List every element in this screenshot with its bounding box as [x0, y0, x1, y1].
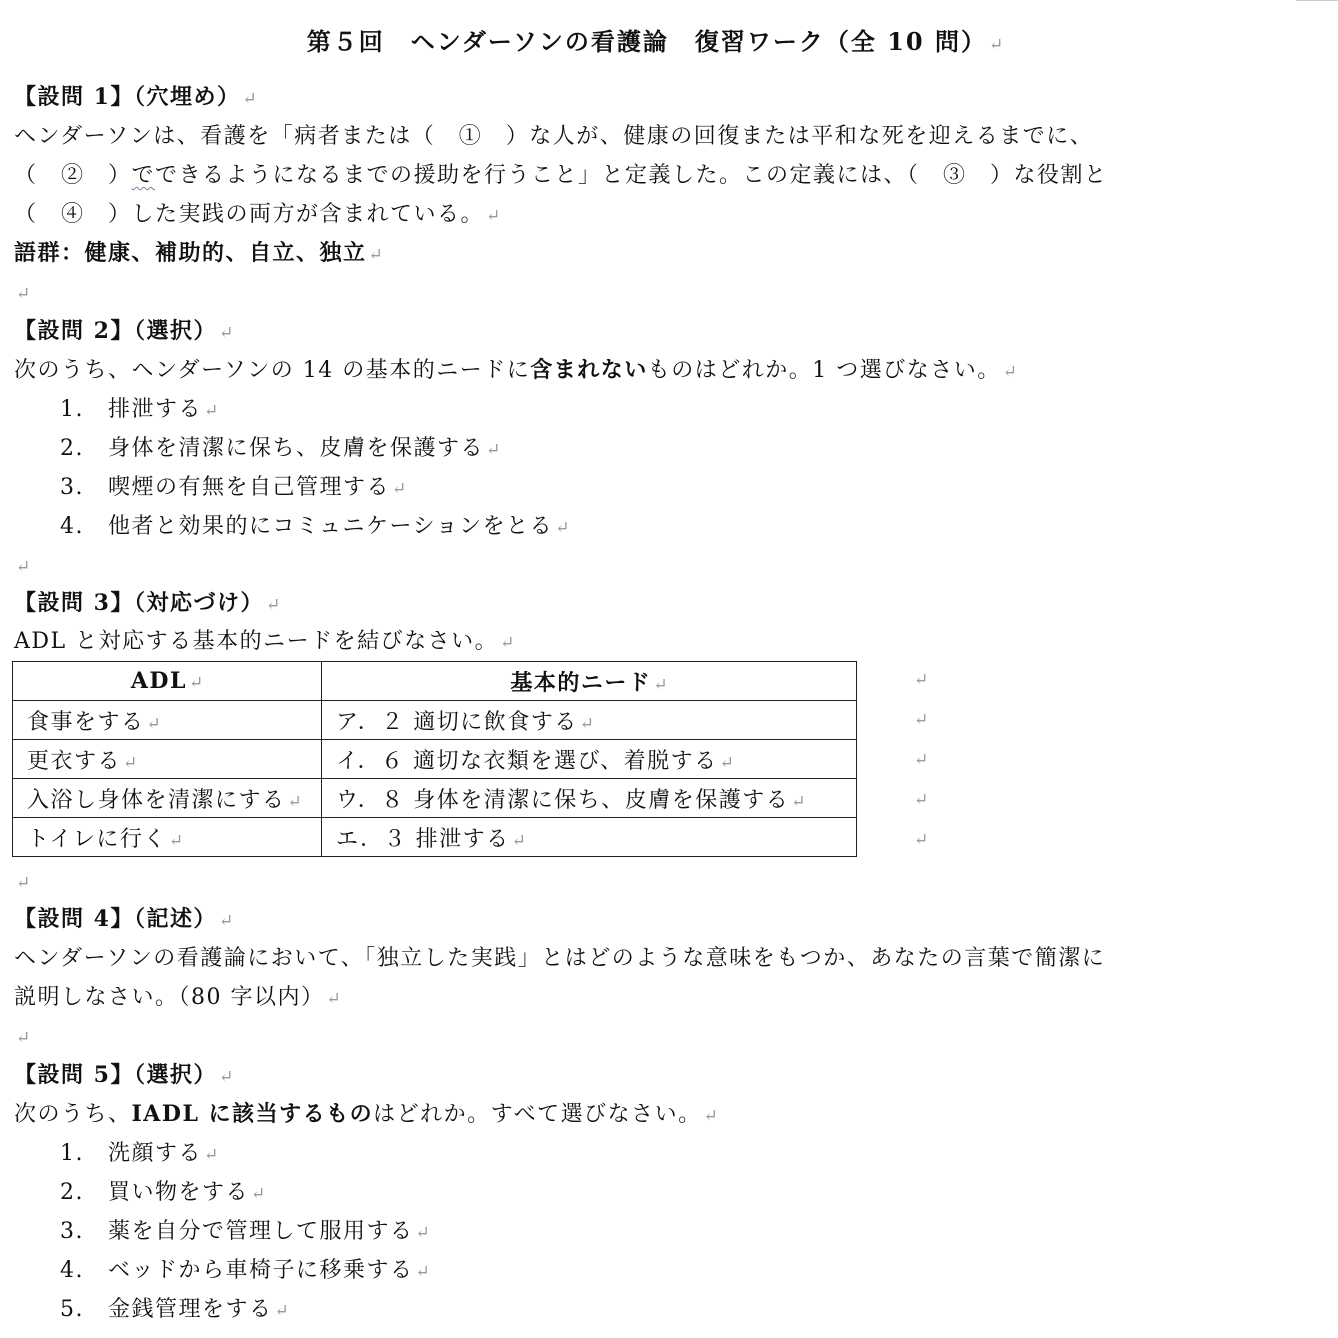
- q5-option: 2. 買い物をする ↵: [60, 1180, 266, 1205]
- q3-prompt: ADL と対応する基本的ニードを結びなさい。 ↵: [14, 629, 515, 654]
- wavy-underline-text: で: [131, 163, 156, 188]
- q5-option: 1. 洗顔する ↵: [60, 1141, 219, 1166]
- q5-heading: 【設問 5】（選択） ↵: [14, 1062, 234, 1088]
- empty-paragraph: ↵: [16, 284, 31, 304]
- row-end-mark: ↵: [914, 790, 929, 810]
- empty-paragraph: ↵: [16, 557, 31, 577]
- row-end-mark: ↵: [914, 750, 929, 770]
- q1-line-1: ヘンダーソンは、看護を「病者または（ ① ）な人が、健康の回復または平和な死を迎えるまでに、: [14, 124, 1094, 149]
- table-row: [13, 818, 857, 857]
- q5-option: 3. 薬を自分で管理して服用する ↵: [60, 1219, 430, 1244]
- q2-option: 2. 身体を清潔に保ち、皮膚を保護する ↵: [60, 436, 501, 461]
- row-end-mark: ↵: [914, 710, 929, 730]
- empty-paragraph: ↵: [16, 1028, 31, 1048]
- q2-heading: 【設問 2】（選択） ↵: [14, 318, 234, 344]
- q4-line-1: ヘンダーソンの看護論において、「独立した実践」とはどのような意味をもつか、あなたの言葉で簡潔に: [14, 946, 1106, 971]
- paragraph-mark: ↵: [988, 35, 1004, 55]
- q2-option: 4. 他者と効果的にコミュニケーションをとる ↵: [60, 514, 570, 539]
- q2-prompt: 次のうち、ヘンダーソンの 14 の基本的ニードに含まれないものはどれか。1 つ選びなさい。 ↵: [14, 357, 1017, 383]
- q5-option: 5. 金銭管理をする ↵: [60, 1297, 289, 1322]
- table-cell: 入浴し身体を清潔にする ↵: [13, 779, 322, 818]
- q1-line-2: （ ② ）でできるようになるまでの援助を行うこと」と定義した。この定義には、（ ③ ）な役割と: [14, 163, 1108, 188]
- q5-prompt: 次のうち、IADL に該当するものはどれか。すべて選びなさい。 ↵: [14, 1101, 718, 1127]
- page-corner-line: [1296, 0, 1338, 1]
- table-header-cell: ADL ↵: [13, 662, 322, 701]
- q1-line-3: （ ④ ）した実践の両方が含まれている。 ↵: [14, 202, 501, 227]
- table-cell: ウ．８ 身体を清潔に保ち、皮膚を保護する ↵: [322, 779, 857, 818]
- q5-option: 4. ベッドから車椅子に移乗する ↵: [60, 1258, 430, 1283]
- table-cell: 食事をする ↵: [13, 701, 322, 740]
- row-end-mark: ↵: [914, 830, 929, 850]
- row-end-mark: ↵: [914, 670, 929, 690]
- table-header-cell: 基本的ニード ↵: [322, 662, 857, 701]
- table-row: [13, 740, 857, 779]
- table-cell: イ．６ 適切な衣類を選び、着脱する ↵: [322, 740, 857, 779]
- adl-need-table: [12, 661, 857, 857]
- table-cell: トイレに行く ↵: [13, 818, 322, 857]
- q1-heading: 【設問 1】（穴埋め） ↵: [14, 84, 257, 110]
- q4-line-2: 説明しなさい。（80 字以内） ↵: [14, 985, 341, 1010]
- table-cell: エ．３ 排泄する ↵: [322, 818, 857, 857]
- q3-heading: 【設問 3】（対応づけ） ↵: [14, 590, 281, 616]
- q1-word-bank: 語群：健康、補助的、自立、独立 ↵: [14, 240, 383, 266]
- table-row: [13, 701, 857, 740]
- empty-paragraph: ↵: [16, 873, 31, 893]
- table-cell: ア．２ 適切に飲食する ↵: [322, 701, 857, 740]
- table-header-row: [13, 662, 857, 701]
- table-row: [13, 779, 857, 818]
- q2-option: 1. 排泄する ↵: [60, 397, 219, 422]
- q4-heading: 【設問 4】（記述） ↵: [14, 906, 234, 932]
- page-title: 第５回 ヘンダーソンの看護論 復習ワーク（全 10 問） ↵: [306, 27, 1004, 56]
- table-cell: 更衣する ↵: [13, 740, 322, 779]
- q2-option: 3. 喫煙の有無を自己管理する ↵: [60, 475, 407, 500]
